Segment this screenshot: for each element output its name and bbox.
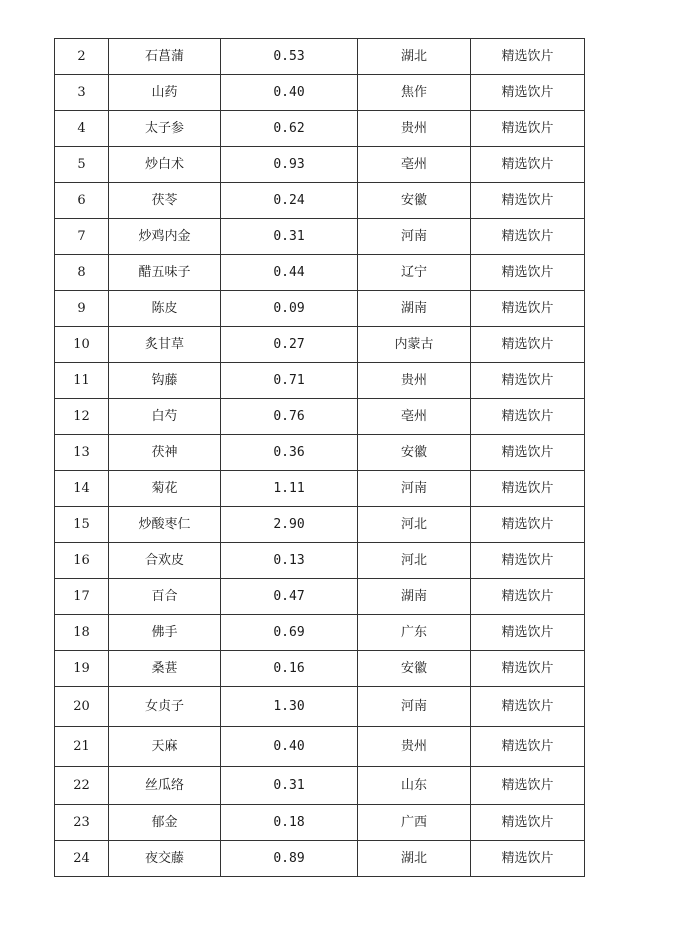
herb-name: 夜交藤 — [109, 841, 221, 877]
herb-quantity: 0.40 — [221, 75, 358, 111]
herb-quantity: 0.53 — [221, 39, 358, 75]
table-row — [55, 219, 585, 255]
herb-origin: 广西 — [358, 805, 471, 841]
table-row — [55, 327, 585, 363]
herb-origin: 河北 — [358, 543, 471, 579]
herb-quantity: 0.62 — [221, 111, 358, 147]
herb-origin: 湖北 — [358, 39, 471, 75]
herb-origin: 广东 — [358, 615, 471, 651]
table-row — [55, 399, 585, 435]
herb-name: 女贞子 — [109, 687, 221, 727]
herb-spec: 精选饮片 — [471, 219, 585, 255]
herb-quantity: 0.40 — [221, 727, 358, 767]
herb-spec: 精选饮片 — [471, 805, 585, 841]
row-number: 6 — [55, 183, 109, 219]
row-number: 12 — [55, 399, 109, 435]
herb-spec: 精选饮片 — [471, 327, 585, 363]
herb-spec: 精选饮片 — [471, 399, 585, 435]
herb-spec: 精选饮片 — [471, 435, 585, 471]
herb-origin: 河南 — [358, 219, 471, 255]
herb-name: 天麻 — [109, 727, 221, 767]
herb-origin: 山东 — [358, 767, 471, 805]
herb-quantity: 2.90 — [221, 507, 358, 543]
row-number: 3 — [55, 75, 109, 111]
row-number: 4 — [55, 111, 109, 147]
herb-origin: 湖南 — [358, 291, 471, 327]
herb-name: 白芍 — [109, 399, 221, 435]
row-number: 16 — [55, 543, 109, 579]
table-row — [55, 767, 585, 805]
herb-origin: 河南 — [358, 687, 471, 727]
table-row — [55, 39, 585, 75]
herb-name: 炙甘草 — [109, 327, 221, 363]
herb-origin: 湖北 — [358, 841, 471, 877]
table-row — [55, 111, 585, 147]
herb-origin: 内蒙古 — [358, 327, 471, 363]
herb-spec: 精选饮片 — [471, 579, 585, 615]
table-row — [55, 651, 585, 687]
herb-quantity: 0.31 — [221, 767, 358, 805]
table-row — [55, 579, 585, 615]
herb-quantity: 0.69 — [221, 615, 358, 651]
herb-name: 陈皮 — [109, 291, 221, 327]
herb-origin: 焦作 — [358, 75, 471, 111]
table-row — [55, 543, 585, 579]
table-row — [55, 471, 585, 507]
herb-quantity: 0.31 — [221, 219, 358, 255]
row-number: 22 — [55, 767, 109, 805]
herb-origin: 安徽 — [358, 183, 471, 219]
row-number: 23 — [55, 805, 109, 841]
herb-name: 炒鸡内金 — [109, 219, 221, 255]
herb-quantity: 0.13 — [221, 543, 358, 579]
herb-name: 钩藤 — [109, 363, 221, 399]
row-number: 8 — [55, 255, 109, 291]
herb-spec: 精选饮片 — [471, 615, 585, 651]
herb-origin: 安徽 — [358, 651, 471, 687]
row-number: 2 — [55, 39, 109, 75]
table-row — [55, 841, 585, 877]
herb-quantity: 0.93 — [221, 147, 358, 183]
herb-name: 炒酸枣仁 — [109, 507, 221, 543]
row-number: 15 — [55, 507, 109, 543]
table-row — [55, 255, 585, 291]
herb-spec: 精选饮片 — [471, 543, 585, 579]
herb-table-body — [55, 39, 585, 877]
herb-quantity: 0.27 — [221, 327, 358, 363]
row-number: 13 — [55, 435, 109, 471]
table-row — [55, 147, 585, 183]
herb-origin: 湖南 — [358, 579, 471, 615]
herb-origin: 亳州 — [358, 147, 471, 183]
row-number: 5 — [55, 147, 109, 183]
herb-table — [54, 38, 585, 877]
row-number: 10 — [55, 327, 109, 363]
herb-spec: 精选饮片 — [471, 651, 585, 687]
herb-origin: 贵州 — [358, 111, 471, 147]
herb-name: 太子参 — [109, 111, 221, 147]
row-number: 9 — [55, 291, 109, 327]
herb-origin: 贵州 — [358, 727, 471, 767]
herb-quantity: 0.89 — [221, 841, 358, 877]
herb-quantity: 0.71 — [221, 363, 358, 399]
herb-spec: 精选饮片 — [471, 147, 585, 183]
herb-spec: 精选饮片 — [471, 687, 585, 727]
herb-quantity: 0.09 — [221, 291, 358, 327]
row-number: 11 — [55, 363, 109, 399]
herb-name: 桑葚 — [109, 651, 221, 687]
herb-origin: 安徽 — [358, 435, 471, 471]
herb-quantity: 1.30 — [221, 687, 358, 727]
herb-origin: 贵州 — [358, 363, 471, 399]
herb-quantity: 0.24 — [221, 183, 358, 219]
table-row — [55, 687, 585, 727]
table-row — [55, 805, 585, 841]
herb-origin: 河北 — [358, 507, 471, 543]
herb-quantity: 0.18 — [221, 805, 358, 841]
herb-name: 茯神 — [109, 435, 221, 471]
herb-name: 丝瓜络 — [109, 767, 221, 805]
herb-name: 佛手 — [109, 615, 221, 651]
herb-spec: 精选饮片 — [471, 255, 585, 291]
table-row — [55, 727, 585, 767]
herb-name: 合欢皮 — [109, 543, 221, 579]
row-number: 21 — [55, 727, 109, 767]
herb-spec: 精选饮片 — [471, 471, 585, 507]
herb-name: 炒白术 — [109, 147, 221, 183]
herb-spec: 精选饮片 — [471, 841, 585, 877]
herb-origin: 亳州 — [358, 399, 471, 435]
herb-quantity: 0.76 — [221, 399, 358, 435]
herb-quantity: 0.47 — [221, 579, 358, 615]
row-number: 18 — [55, 615, 109, 651]
row-number: 14 — [55, 471, 109, 507]
herb-spec: 精选饮片 — [471, 291, 585, 327]
herb-spec: 精选饮片 — [471, 727, 585, 767]
herb-spec: 精选饮片 — [471, 507, 585, 543]
row-number: 24 — [55, 841, 109, 877]
herb-spec: 精选饮片 — [471, 363, 585, 399]
herb-quantity: 0.36 — [221, 435, 358, 471]
herb-spec: 精选饮片 — [471, 183, 585, 219]
herb-name: 菊花 — [109, 471, 221, 507]
herb-name: 山药 — [109, 75, 221, 111]
herb-spec: 精选饮片 — [471, 111, 585, 147]
herb-name: 茯苓 — [109, 183, 221, 219]
table-row — [55, 75, 585, 111]
herb-name: 醋五味子 — [109, 255, 221, 291]
herb-spec: 精选饮片 — [471, 39, 585, 75]
row-number: 17 — [55, 579, 109, 615]
table-row — [55, 435, 585, 471]
herb-spec: 精选饮片 — [471, 767, 585, 805]
table-row — [55, 183, 585, 219]
herb-quantity: 1.11 — [221, 471, 358, 507]
table-row — [55, 363, 585, 399]
herb-quantity: 0.44 — [221, 255, 358, 291]
herb-name: 百合 — [109, 579, 221, 615]
herb-quantity: 0.16 — [221, 651, 358, 687]
table-row — [55, 291, 585, 327]
row-number: 20 — [55, 687, 109, 727]
row-number: 19 — [55, 651, 109, 687]
herb-name: 郁金 — [109, 805, 221, 841]
herb-spec: 精选饮片 — [471, 75, 585, 111]
row-number: 7 — [55, 219, 109, 255]
table-row — [55, 507, 585, 543]
table-row — [55, 615, 585, 651]
herb-origin: 河南 — [358, 471, 471, 507]
herb-origin: 辽宁 — [358, 255, 471, 291]
herb-name: 石菖蒲 — [109, 39, 221, 75]
